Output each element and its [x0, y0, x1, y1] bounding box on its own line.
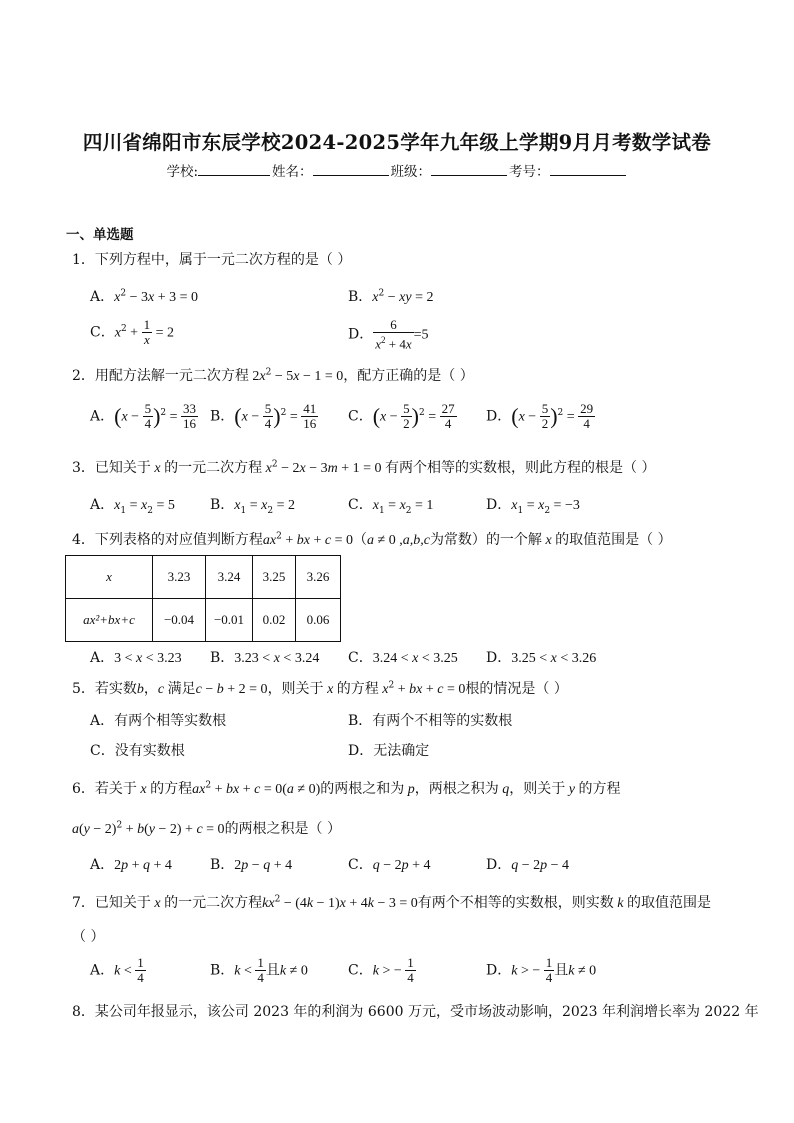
- q3-option-a[interactable]: A．$x_1 = x_2 = 5$: [90, 497, 175, 516]
- table-cell: 3.25: [253, 556, 296, 599]
- question-7-stem-line2: （ ）: [72, 929, 105, 945]
- q4-option-c[interactable]: C．3.24 < x < 3.25: [348, 650, 458, 666]
- table-cell: 0.06: [296, 599, 341, 642]
- question-6-stem-line2: $a(y - 2)^2 + b(y - 2) + c = 0$的两根之积是（ ）: [72, 820, 342, 837]
- table-cell: 3.24: [206, 556, 253, 599]
- q7-option-d[interactable]: D．k > − $\frac{1}{4}$ 且k ≠ 0: [486, 955, 597, 985]
- question-1-stem: 1．下列方程中，属于一元二次方程的是（ ）: [72, 252, 352, 268]
- table-cell: ax²+bx+c: [66, 599, 153, 642]
- q1-option-a[interactable]: A．$x^2 - 3x + 3 = 0$: [90, 288, 198, 305]
- table-cell: −0.04: [153, 599, 206, 642]
- name-label: 姓名：: [272, 164, 313, 180]
- q4-option-b[interactable]: B．3.23 < x < 3.24: [210, 650, 320, 666]
- question-6-stem: 6．若关于 x 的方程$ax^2$ + bx + c = 0(a ≠ 0)的两根之和为 p，两根之积为 q，则关于 y 的方程: [72, 780, 621, 797]
- table-cell: 3.23: [153, 556, 206, 599]
- question-2-stem: 2．用配方法解一元二次方程 $2x^2 - 5x - 1 = 0$，配方正确的是（ ）: [72, 367, 474, 384]
- number-blank[interactable]: [550, 161, 626, 176]
- table-row: [66, 556, 341, 599]
- q2-option-a[interactable]: A．(x − $\frac{5}{4}$ )$^2$ = $\frac{33}{16}$: [90, 401, 197, 431]
- q5-option-a[interactable]: A．有两个相等实数根: [90, 713, 227, 729]
- q3-option-c[interactable]: C．$x_1 = x_2 = 1$: [348, 497, 434, 516]
- class-blank[interactable]: [431, 161, 507, 176]
- question-3-stem: 3．已知关于 x 的一元二次方程 $x^2 - 2x - 3m + 1 = 0$ 有两个相等的实数根，则此方程的根是（ ）: [72, 459, 656, 476]
- q6-option-d[interactable]: D．q − 2p − 4: [486, 857, 570, 873]
- table-cell: −0.01: [206, 599, 253, 642]
- school-label: 学校:: [166, 164, 199, 180]
- q1-option-d[interactable]: D． $\frac{6}{x^2 + 4x}$ =5: [348, 317, 429, 352]
- q2-option-b[interactable]: B．(x − $\frac{5}{4}$ )$^2$ = $\frac{41}{16}$: [210, 401, 317, 431]
- question-8-stem: 8．某公司年报显示，该公司 2023 年的利润为 6600 万元，受市场波动影响，2023 年利润增长率为 2022 年: [72, 1004, 759, 1020]
- student-info-line: [0, 160, 794, 180]
- q7-option-b[interactable]: B．k < $\frac{1}{4}$ 且k ≠ 0: [210, 955, 308, 985]
- q7-option-a[interactable]: A．k < $\frac{1}{4}$: [90, 955, 144, 985]
- q5-option-c[interactable]: C．没有实数根: [90, 743, 185, 759]
- q1-option-b[interactable]: B．$x^2$ − xy = 2: [348, 288, 434, 305]
- q2-option-c[interactable]: C．(x − $\frac{5}{2}$ )$^2$ = $\frac{27}{4}$: [348, 401, 455, 431]
- q4-option-a[interactable]: A．3 < x < 3.23: [90, 650, 182, 666]
- question-7-stem: 7．已知关于 x 的一元二次方程$kx^2 - (4k - 1)x + 4k - 3 = 0$有两个不相等的实数根，则实数 k 的取值范围是: [72, 894, 712, 911]
- table-cell: 0.02: [253, 599, 296, 642]
- table-cell: 3.26: [296, 556, 341, 599]
- q5-option-d[interactable]: D．无法确定: [348, 743, 430, 759]
- q2-option-d[interactable]: D．(x − $\frac{5}{2}$ )$^2$ = $\frac{29}{4}$: [486, 401, 594, 431]
- q6-option-b[interactable]: B．2p − q + 4: [210, 857, 293, 873]
- q3-option-b[interactable]: B．$x_1 = x_2 = 2$: [210, 497, 296, 516]
- q7-option-c[interactable]: C．k > − $\frac{1}{4}$: [348, 955, 414, 985]
- section-heading: 一、单选题: [66, 227, 134, 243]
- class-label: 班级：: [390, 164, 432, 180]
- table-row: [66, 599, 341, 642]
- q1-option-c[interactable]: C．$x^2$ + $\frac{1}{x}$ = 2: [90, 317, 174, 347]
- q3-option-d[interactable]: D．$x_1 = x_2 = -3$: [486, 497, 580, 516]
- q6-option-c[interactable]: C．q − 2p + 4: [348, 857, 431, 873]
- q4-option-d[interactable]: D．3.25 < x < 3.26: [486, 650, 597, 666]
- value-table: [65, 555, 341, 642]
- number-label: 考号：: [509, 164, 550, 180]
- table-cell: x: [66, 556, 153, 599]
- question-5-stem: 5．若实数b，c 满足c − b + 2 = 0，则关于 x 的方程 $x^2$ + bx + c = 0根的情况是（ ）: [72, 680, 568, 697]
- exam-title: 四川省绵阳市东辰学校2024-2025学年九年级上学期9月月考数学试卷: [82, 131, 712, 154]
- q6-option-a[interactable]: A．2p + q + 4: [90, 857, 172, 873]
- q5-option-b[interactable]: B．有两个不相等的实数根: [348, 713, 513, 729]
- name-blank[interactable]: [313, 161, 389, 176]
- school-blank[interactable]: [198, 161, 270, 176]
- question-4-stem: 4．下列表格的对应值判断方程$ax^2$ + bx + c = 0（a ≠ 0 ,a,b,c为常数）的一个解 x 的取值范围是（ ）: [72, 531, 672, 548]
